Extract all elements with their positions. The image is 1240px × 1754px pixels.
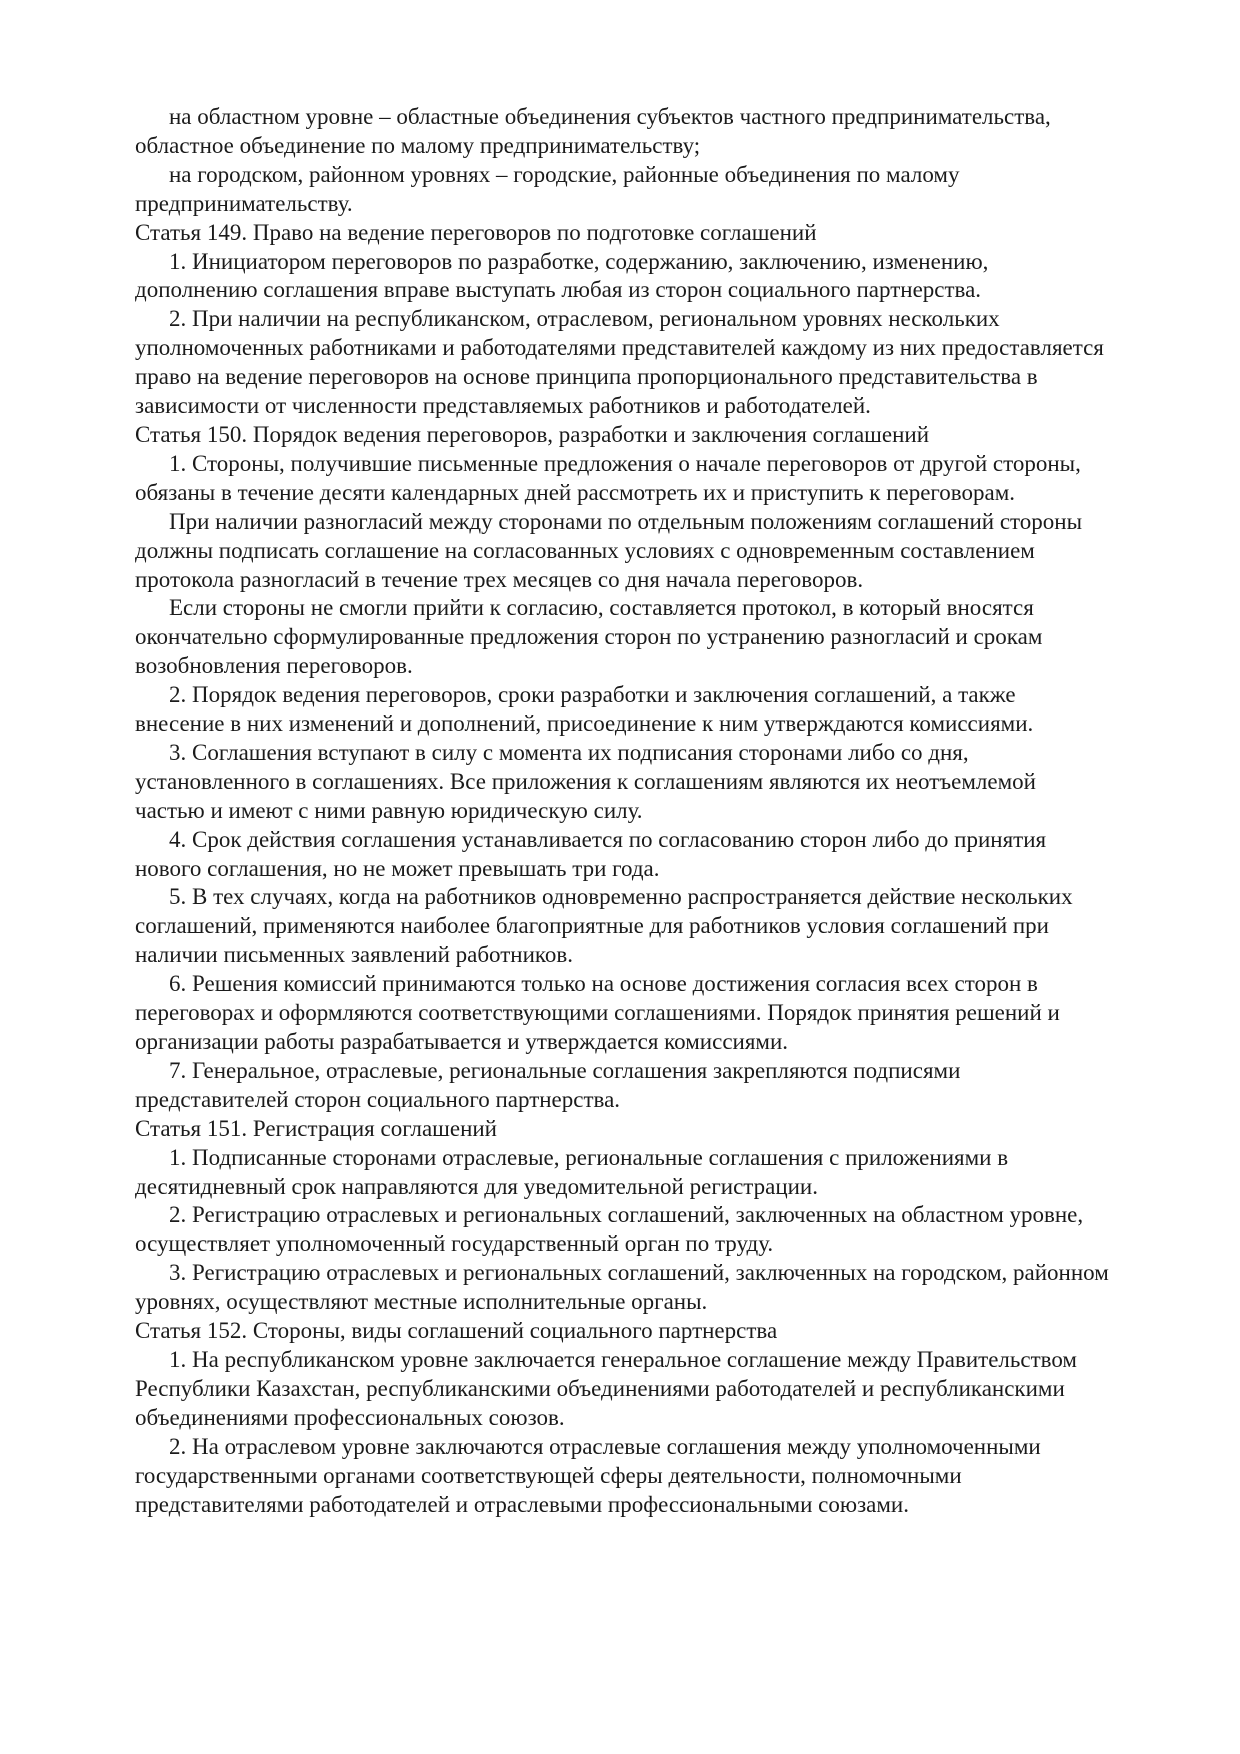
paragraph: 3. Соглашения вступают в силу с момента их подписания сторонами либо со дня, установленного в соглашениях. Все приложения к соглашениям являются их неотъемлемой частью и имеют с ними равную юридическую силу. xyxy=(135,739,1036,823)
article-heading: Статья 152. Стороны, виды соглашений социального партнерства xyxy=(135,1318,778,1344)
paragraph: 2. На отраслевом уровне заключаются отраслевые соглашения между уполномоченными государственными органами соответствующей сферы деятельности, полномочными представителями работодателей и отраслевыми профессиональными союзами. xyxy=(135,1433,1041,1517)
paragraph: 6. Решения комиссий принимаются только на основе достижения согласия всех сторон в переговорах и оформляются соответствующими соглашениями. Порядок принятия решений и организации работы разрабатывается и утверждается комиссиями. xyxy=(135,971,1060,1054)
article-heading: Статья 150. Порядок ведения переговоров, разработки и заключения соглашений xyxy=(135,421,930,447)
paragraph: 1. На республиканском уровне заключается генеральное соглашение между Правительством Республики Казахстан, республиканскими объединениями работодателей и республиканскими объединениями профессиональных союзов. xyxy=(135,1346,1077,1430)
paragraph: на областном уровне – областные объединения субъектов частного предпринимательства, областное объединение по малому предпринимательству; xyxy=(135,104,1051,158)
paragraph: 5. В тех случаях, когда на работников одновременно распространяется действие нескольких соглашений, применяются наиболее благоприятные для работников условия соглашений при наличии письменных заявлений работников. xyxy=(135,884,1073,968)
document-text xyxy=(135,103,1110,1519)
paragraph: Если стороны не смогли прийти к согласию, составляется протокол, в который вносятся окончательно сформулированные предложения сторон по устранению разногласий и срокам возобновления переговоров. xyxy=(135,595,1043,679)
paragraph: 1. Стороны, получившие письменные предложения о начале переговоров от другой стороны, обязаны в течение десяти календарных дней рассмотреть их и приступить к переговорам. xyxy=(135,450,1081,505)
paragraph: 2. Регистрацию отраслевых и региональных соглашений, заключенных на областном уровне, осуществляет уполномоченный государственный орган по труду. xyxy=(135,1202,1084,1257)
article-heading: Статья 149. Право на ведение переговоров по подготовке соглашений xyxy=(135,219,817,245)
paragraph: 7. Генеральное, отраслевые, региональные соглашения закрепляются подписями представителей сторон социального партнерства. xyxy=(135,1057,961,1112)
paragraph: 3. Регистрацию отраслевых и региональных соглашений, заключенных на городском, районном уровнях, осуществляют местные исполнительные органы. xyxy=(135,1260,1109,1315)
paragraph: 4. Срок действия соглашения устанавливается по согласованию сторон либо до принятия нового соглашения, но не может превышать три года. xyxy=(135,826,1047,881)
article-heading: Статья 151. Регистрация соглашений xyxy=(135,1115,497,1141)
paragraph: При наличии разногласий между сторонами по отдельным положениям соглашений стороны должны подписать соглашение на согласованных условиях с одновременным составлением протокола разногласий в течение трех месяцев со дня начала переговоров. xyxy=(135,508,1083,592)
paragraph: 2. Порядок ведения переговоров, сроки разработки и заключения соглашений, а также внесение в них изменений и дополнений, присоединение к ним утверждаются комиссиями. xyxy=(135,682,1034,737)
paragraph: 1. Подписанные сторонами отраслевые, региональные соглашения с приложениями в десятидневный срок направляются для уведомительной регистрации. xyxy=(135,1144,1009,1199)
paragraph: 2. При наличии на республиканском, отраслевом, региональном уровнях нескольких уполномоченных работниками и работодателями представителей каждому из них предоставляется право на ведение переговоров на основе принципа пропорционального представительства в зависимости от численности представляемых работников и работодателей. xyxy=(135,306,1104,419)
paragraph: 1. Инициатором переговоров по разработке, содержанию, заключению, изменению, дополнению соглашения вправе выступать любая из сторон социального партнерства. xyxy=(135,248,989,303)
paragraph: на городском, районном уровнях – городские, районные объединения по малому предпринимательству. xyxy=(135,161,960,216)
